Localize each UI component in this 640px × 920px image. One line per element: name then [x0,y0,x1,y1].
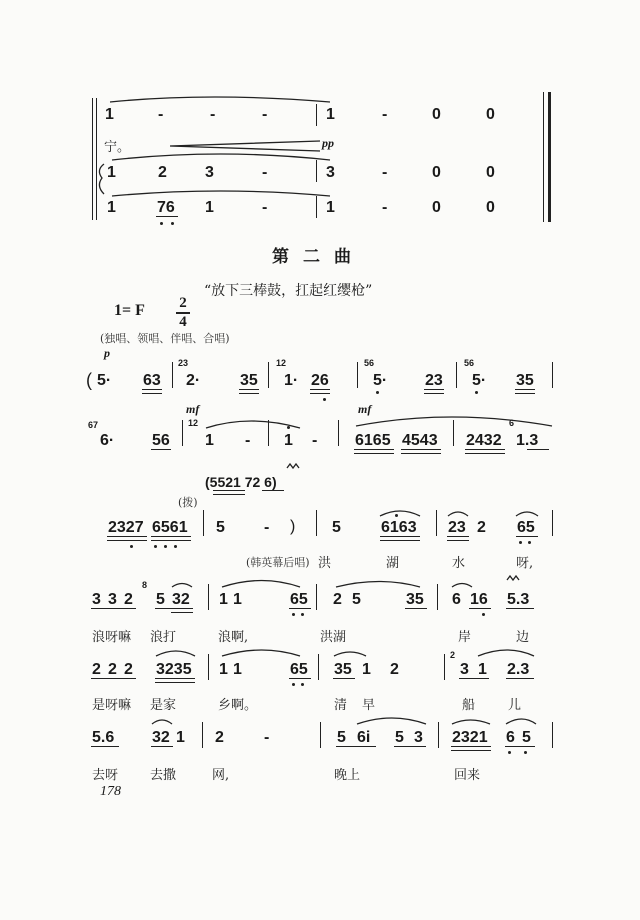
note: 5· [472,372,487,389]
lyric: 宁。 [104,140,131,155]
grace-notes: 8 [142,580,148,590]
section-title: 第二曲 [272,247,365,267]
low-dot [171,222,174,225]
underline [142,393,162,394]
slur [112,191,330,196]
final-barline-thick [548,92,551,222]
underline [354,453,394,454]
dash: - [382,106,388,123]
note: 2· [186,372,201,389]
slur [172,584,192,588]
low-dot [323,398,326,401]
time-signature-bottom: 4 [179,313,187,330]
lyric: 洪湖 [320,630,347,645]
barline [316,104,317,126]
low-dot [174,545,177,548]
underline [451,750,491,751]
performance-note: (独唱、领唱、伴唱、合唱) [100,332,230,345]
note: 2327 [108,519,144,536]
note: 6561 [152,519,188,536]
note: 2 [124,661,133,678]
note: 2432 [466,432,502,449]
slur [334,652,366,656]
note: 3 [460,661,469,678]
note: 6163 [381,519,417,536]
note: 23 [448,519,466,536]
slur [222,581,300,588]
barline [338,420,339,446]
dash: - [262,199,268,216]
grace-notes: 23 [178,358,189,368]
note: 6165 [355,432,391,449]
grace-notes: 6 [509,418,515,428]
lyric: 呀, [516,556,534,571]
barline [268,420,269,446]
slur [156,651,195,656]
open-paren: ( [86,370,92,390]
note: 23 [425,372,443,389]
low-dot [292,613,295,616]
dynamic-mark: pp [322,136,334,150]
slur [380,511,420,516]
note: 35 [516,372,534,389]
barline [316,584,317,610]
underline [333,678,355,679]
lyric: 是家 [150,698,177,713]
dash: - [262,106,268,123]
system-barline-left-thin [96,98,97,220]
underline [310,393,330,394]
note: 5 [522,729,531,746]
note: 5 [216,519,225,536]
note: 6 [452,591,461,608]
note: 2 [333,591,342,608]
grace-notes: 56 [464,358,475,368]
underline [336,746,376,747]
note: 65 [517,519,535,536]
underline [424,389,444,390]
note: 2 [390,661,399,678]
note: 5· [373,372,388,389]
underline [213,490,245,491]
underline [213,494,245,495]
dynamic-mark: p [104,346,110,360]
section-subtitle: “放下三棒鼓，扛起红缨枪” [204,283,373,299]
note: 32 [172,591,190,608]
note: 5· [97,372,112,389]
note: 1 [107,199,116,216]
underline [405,608,427,609]
barline [453,420,454,446]
slur [336,582,420,588]
note: 3 [326,164,335,181]
note: 5.3 [507,591,530,608]
low-dot [160,222,163,225]
note: 2321 [452,729,488,746]
underline [239,393,259,394]
note: 63 [143,372,161,389]
underline [515,389,535,390]
low-dot [519,541,522,544]
instrument-note: (拨) [178,496,198,509]
underline [447,540,469,541]
trill-mark [507,576,519,580]
note: 1 [284,432,293,449]
lyric: 早 [362,698,376,713]
lyric: 洪 [318,556,332,571]
note: 5 [156,591,165,608]
underline [447,536,469,537]
note: 26 [311,372,329,389]
underline [506,608,534,609]
low-dot [301,613,304,616]
lyric: 乡啊。 [218,698,258,713]
note: 35 [406,591,424,608]
underline [354,449,394,450]
low-dot [475,391,478,394]
note: 1 [219,661,228,678]
low-dot [301,683,304,686]
singer-note: (韩英幕后唱) [246,556,310,569]
note: 1 [326,199,335,216]
underline [465,449,505,450]
underline [156,216,178,217]
low-dot [130,545,133,548]
dash: - [382,164,388,181]
lyric: 去撒 [150,768,177,783]
underline [310,389,330,390]
time-signature-top: 2 [179,295,187,311]
underline [465,453,505,454]
underline [107,536,147,537]
underline [91,678,136,679]
underline [515,393,535,394]
underline [151,449,171,450]
lyric: 水 [452,556,466,571]
grace-notes: 56 [364,358,375,368]
note: 76 [157,199,175,216]
grace-notes: 12 [188,418,199,428]
low-dot [376,391,379,394]
underline [142,389,162,390]
dash: - [382,199,388,216]
barline [552,722,553,748]
high-dot [395,514,398,517]
slur [112,154,330,160]
slur [206,421,300,428]
underline [451,746,491,747]
barline [438,722,439,748]
underline [401,453,441,454]
barline [318,654,319,680]
underline [155,682,195,683]
barline [316,196,317,218]
underline [394,746,426,747]
barline [208,584,209,610]
dynamic-mark: mf [358,402,372,416]
underline [239,389,259,390]
lyric: 浪呀嘛 [92,630,132,645]
underline [171,612,193,613]
slur [452,584,472,588]
note: 5.6 [92,729,115,746]
lyric: 晚上 [334,768,361,783]
note: 1 [326,106,335,123]
low-dot [292,683,295,686]
underline [289,608,311,609]
slur [448,512,468,516]
note: 3 [414,729,423,746]
barline [268,362,269,388]
underline [506,678,534,679]
note: 5 [395,729,404,746]
note: 0 [432,106,441,123]
note: 6i [357,729,371,746]
page-number: 178 [100,784,121,799]
dash: - [158,106,164,123]
dynamic-mark: mf [186,402,200,416]
note: 0 [486,164,495,181]
lyric: 是呀嘛 [92,698,132,713]
note: 3 [108,591,117,608]
high-dot [287,426,290,429]
note: 2.3 [507,661,530,678]
low-dot [154,545,157,548]
lyric: 岸 [458,630,472,645]
underline [505,746,535,747]
note: 65 [290,591,308,608]
note: 5 [352,591,361,608]
underline [107,540,147,541]
note: 1 [107,164,116,181]
note: 1.3 [516,432,539,449]
barline [208,654,209,680]
note: 5 [337,729,346,746]
close-paren: ) [290,518,296,535]
underline [151,540,191,541]
underline [469,608,491,609]
underline [380,536,420,537]
barline [172,362,173,388]
slur [506,719,536,724]
grace-notes: 67 [88,420,99,430]
note: 2 [477,519,486,536]
barline [203,510,204,536]
note: 35 [240,372,258,389]
decrescendo-hairpin [170,141,320,151]
note: 1 [233,591,242,608]
slur [110,97,330,102]
note: 4543 [402,432,438,449]
dash: - [264,519,270,536]
lyric: 儿 [508,698,522,713]
note: 32 [152,729,170,746]
lyric: 浪啊, [218,630,249,645]
lyric: 湖 [386,556,400,571]
barline [552,362,553,388]
underline [516,536,538,537]
note: 0 [432,164,441,181]
dash: - [264,729,270,746]
low-dot [164,545,167,548]
dash: - [262,164,268,181]
note: 1 [105,106,114,123]
barline [456,362,457,388]
grace-notes: 2 [450,650,456,660]
note: 2 [108,661,117,678]
grace-notes: 12 [276,358,287,368]
note: 2 [158,164,167,181]
barline [316,160,317,182]
slur [357,718,426,724]
low-dot [524,751,527,754]
barline [182,420,183,446]
lyric: 船 [462,698,476,713]
low-dot [528,541,531,544]
underline [289,678,311,679]
note: 3 [205,164,214,181]
barline [357,362,358,388]
underline [91,608,136,609]
note: 2 [92,661,101,678]
note: 0 [486,106,495,123]
barline [202,722,203,748]
time-signature [176,296,190,330]
note: 1 [219,591,228,608]
low-dot [482,613,485,616]
barline [316,510,317,536]
low-dot [508,751,511,754]
lyric: 去呀 [92,768,119,783]
note: 0 [432,199,441,216]
key-signature: 1= F [114,302,145,319]
dash: - [245,432,251,449]
note: 1· [284,372,299,389]
underline [155,608,193,609]
lyric: 浪打 [150,630,177,645]
note: 1 [362,661,371,678]
lyric: 回来 [454,768,481,783]
underline [459,678,489,679]
barline [436,510,437,536]
underline [151,536,191,537]
note: 1 [478,661,487,678]
note: 3235 [156,661,192,678]
underline [151,746,173,747]
note: 2 [124,591,133,608]
barline [320,722,321,748]
dash: - [210,106,216,123]
barline [552,510,553,536]
note: 6· [100,432,115,449]
lyric: 网, [212,768,230,783]
system-barline-left [92,98,93,220]
underline [155,678,195,679]
note: 1 [233,661,242,678]
underline [262,490,284,491]
underline [401,449,441,450]
instrument-phrase: (5521 72 6) [205,474,277,490]
dash: - [312,432,318,449]
underline [527,449,549,450]
note: 0 [486,199,495,216]
note: 1 [176,729,185,746]
note: 2 [215,729,224,746]
lyric: 边 [516,630,530,645]
note: 56 [152,432,170,449]
slur [452,720,490,724]
system-brace [99,164,104,194]
trill-mark [287,464,299,468]
barline [437,584,438,610]
slur [152,720,172,724]
underline [91,746,119,747]
underline [424,393,444,394]
lyric: 清 [334,698,348,713]
note: 16 [470,591,488,608]
barline [444,654,445,680]
slur [478,650,534,656]
note: 65 [290,661,308,678]
note: 35 [334,661,352,678]
slur [516,512,538,516]
note: 5 [332,519,341,536]
note: 6 [506,729,515,746]
note: 1 [205,432,214,449]
slur [222,650,300,656]
note: 1 [205,199,214,216]
note: 3 [92,591,101,608]
underline [380,540,420,541]
final-barline-thin [543,92,544,222]
